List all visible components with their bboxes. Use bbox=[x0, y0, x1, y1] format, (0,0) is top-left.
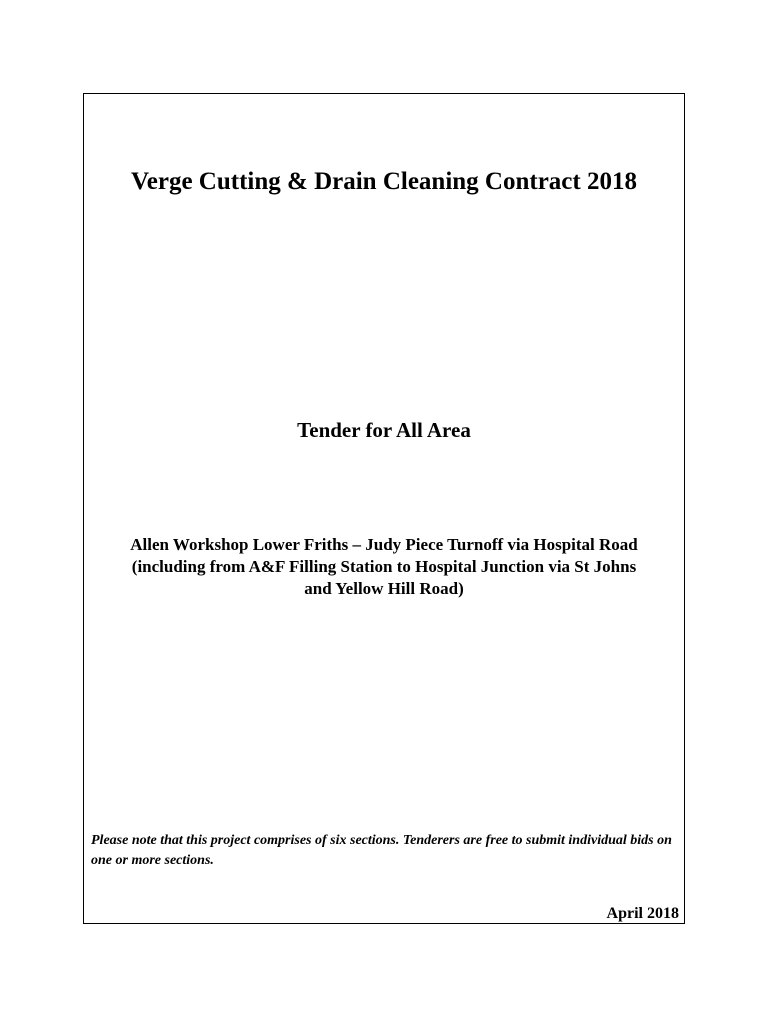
area-line-3: and Yellow Hill Road) bbox=[304, 579, 464, 598]
document-title: Verge Cutting & Drain Cleaning Contract 2018 bbox=[131, 168, 637, 195]
document-subtitle: Tender for All Area bbox=[297, 418, 471, 442]
cover-page-frame bbox=[83, 93, 685, 924]
area-line-2: (including from A&F Filling Station to Hospital Junction via St Johns bbox=[131, 557, 637, 576]
document-date: April 2018 bbox=[606, 905, 679, 922]
area-line-1: Allen Workshop Lower Friths – Judy Piece Turnoff via Hospital Road bbox=[130, 535, 638, 554]
area-description bbox=[98, 534, 670, 600]
sections-note: Please note that this project comprises of six sections. Tenderers are free to submit individual bids on one or more sections. bbox=[91, 833, 672, 868]
